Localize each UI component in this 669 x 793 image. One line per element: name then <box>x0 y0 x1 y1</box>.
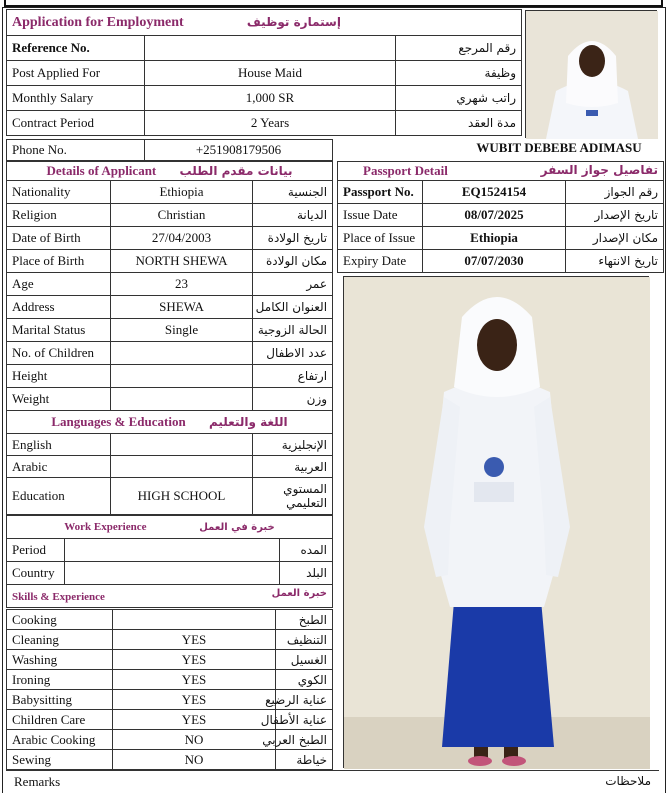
applicant-row <box>7 250 333 273</box>
applicant-header <box>7 162 333 181</box>
field-label: Period <box>7 539 65 562</box>
field-value: Ethiopia <box>423 227 566 250</box>
field-label: Children Care <box>7 710 113 730</box>
field-value <box>111 434 253 456</box>
remarks-label-ar: ملاحظات <box>605 774 651 788</box>
field-label: Reference No. <box>7 36 145 61</box>
field-value: Ethiopia <box>111 181 253 204</box>
work-header <box>7 516 333 539</box>
applicant-row <box>7 227 333 250</box>
field-value: 07/07/2030 <box>423 250 566 273</box>
field-label: English <box>7 434 111 456</box>
phone-table <box>6 139 333 161</box>
field-label-ar: المستوي التعليمي <box>253 478 333 515</box>
skill-row <box>7 670 333 690</box>
field-label: Height <box>7 365 111 388</box>
field-label-ar: ارتفاع <box>253 365 333 388</box>
field-value <box>111 388 253 411</box>
field-value <box>65 539 280 562</box>
applicant-row <box>7 365 333 388</box>
field-label-ar: الغسيل <box>276 650 333 670</box>
field-label-ar: خياطة <box>276 750 333 770</box>
info-row <box>7 36 522 61</box>
skills-table <box>6 609 333 770</box>
field-label-ar: عمر <box>253 273 333 296</box>
portrait-small-image <box>526 11 658 139</box>
skills-title-en: Skills & Experience <box>12 591 105 603</box>
field-value: YES <box>113 690 276 710</box>
field-label: Country <box>7 562 65 585</box>
field-label-ar: العربية <box>253 456 333 478</box>
field-value: EQ1524154 <box>423 181 566 204</box>
field-label: Expiry Date <box>338 250 423 273</box>
field-label-ar: التنظيف <box>276 630 333 650</box>
field-label: Babysitting <box>7 690 113 710</box>
field-label: Arabic Cooking <box>7 730 113 750</box>
field-value: Single <box>111 319 253 342</box>
applicant-row <box>7 388 333 411</box>
full-photo <box>343 276 649 768</box>
field-label: Ironing <box>7 670 113 690</box>
languages-header <box>7 411 333 434</box>
candidate-name: WUBIT DEBEBE ADIMASU <box>476 140 642 155</box>
language-row <box>7 434 333 456</box>
skill-row <box>7 650 333 670</box>
field-value <box>111 456 253 478</box>
passport-row <box>338 204 664 227</box>
field-value: YES <box>113 710 276 730</box>
top-border <box>4 0 663 7</box>
field-value: YES <box>113 670 276 690</box>
field-label-ar: مدة العقد <box>396 111 522 136</box>
field-label-ar: رقم الجواز <box>566 181 664 204</box>
field-label: Sewing <box>7 750 113 770</box>
passport-row <box>338 227 664 250</box>
skill-row <box>7 690 333 710</box>
field-label-ar: مكان الولادة <box>253 250 333 273</box>
field-value: YES <box>113 650 276 670</box>
field-value: 23 <box>111 273 253 296</box>
field-label: Marital Status <box>7 319 111 342</box>
field-value <box>65 562 280 585</box>
passport-title-en: Passport Detail <box>363 163 448 178</box>
field-label: Washing <box>7 650 113 670</box>
field-label-ar: عناية الأطفال <box>276 710 333 730</box>
field-label-ar: البلد <box>280 562 333 585</box>
field-label-ar: مكان الإصدار <box>566 227 664 250</box>
work-row <box>7 562 333 585</box>
field-label-ar: تاريخ الإصدار <box>566 204 664 227</box>
field-value <box>111 342 253 365</box>
field-label: Cleaning <box>7 630 113 650</box>
field-label: Date of Birth <box>7 227 111 250</box>
info-row <box>7 111 522 136</box>
skills-title-ar: خبرة العمل <box>271 588 327 599</box>
applicant-row <box>7 342 333 365</box>
languages-title-en: Languages & Education <box>51 414 186 429</box>
passport-table <box>337 161 664 273</box>
info-row <box>7 61 522 86</box>
field-label-ar: الكوي <box>276 670 333 690</box>
field-label-ar: تاريخ الانتهاء <box>566 250 664 273</box>
field-value: 27/04/2003 <box>111 227 253 250</box>
field-label-ar: عدد الاطفال <box>253 342 333 365</box>
skill-row <box>7 730 333 750</box>
form-title-row <box>7 10 522 36</box>
field-value: SHEWA <box>111 296 253 319</box>
phone-value: +251908179506 <box>145 140 333 161</box>
remarks-label: Remarks <box>14 774 61 789</box>
skill-row <box>7 750 333 770</box>
language-row <box>7 478 333 515</box>
small-photo <box>525 10 657 138</box>
field-label: Post Applied For <box>7 61 145 86</box>
field-label: Issue Date <box>338 204 423 227</box>
field-label: Education <box>7 478 111 515</box>
passport-row <box>338 181 664 204</box>
field-label-ar: الطبخ <box>276 610 333 630</box>
passport-row <box>338 250 664 273</box>
field-value: YES <box>113 630 276 650</box>
field-value: Christian <box>111 204 253 227</box>
field-label: Address <box>7 296 111 319</box>
applicant-table <box>6 161 333 515</box>
languages-title-ar: اللغة والتعليم <box>208 415 288 429</box>
applicant-row <box>7 204 333 227</box>
remarks-row <box>6 770 659 793</box>
field-label-ar: الطبخ العربي <box>276 730 333 750</box>
field-value: NORTH SHEWA <box>111 250 253 273</box>
applicant-row <box>7 319 333 342</box>
applicant-row <box>7 273 333 296</box>
field-label-ar: الجنسية <box>253 181 333 204</box>
field-value: NO <box>113 730 276 750</box>
field-label-ar: راتب شهري <box>396 86 522 111</box>
applicant-title-ar: بيانات مقدم الطلب <box>179 164 293 178</box>
field-value <box>145 36 396 61</box>
field-label: Contract Period <box>7 111 145 136</box>
field-value: 1,000 SR <box>145 86 396 111</box>
field-label-ar: عناية الرضيع <box>276 690 333 710</box>
field-label: Age <box>7 273 111 296</box>
field-label: Passport No. <box>338 181 423 204</box>
header-table <box>6 9 522 136</box>
field-value: 2 Years <box>145 111 396 136</box>
field-label: No. of Children <box>7 342 111 365</box>
work-table <box>6 515 333 608</box>
applicant-row <box>7 181 333 204</box>
field-label: Place of Issue <box>338 227 423 250</box>
field-value: NO <box>113 750 276 770</box>
language-row <box>7 456 333 478</box>
applicant-row <box>7 296 333 319</box>
field-value: House Maid <box>145 61 396 86</box>
phone-label: Phone No. <box>7 140 145 161</box>
portrait-full-image <box>344 277 650 769</box>
skill-row <box>7 630 333 650</box>
form-title-en: Application for Employment <box>12 15 184 30</box>
field-label-ar: رقم المرجع <box>396 36 522 61</box>
field-label: Arabic <box>7 456 111 478</box>
passport-title-ar: تفاصيل جواز السفر <box>540 163 658 177</box>
field-label: Cooking <box>7 610 113 630</box>
field-label-ar: وظيفة <box>396 61 522 86</box>
skill-row <box>7 710 333 730</box>
passport-header <box>338 162 664 181</box>
field-label: Monthly Salary <box>7 86 145 111</box>
field-value <box>111 365 253 388</box>
form-title-ar: إستمارة توظيف <box>246 15 341 29</box>
field-label-ar: الحالة الزوجية <box>253 319 333 342</box>
field-label: Weight <box>7 388 111 411</box>
field-label: Religion <box>7 204 111 227</box>
field-label-ar: تاريخ الولادة <box>253 227 333 250</box>
work-title-en: Work Experience <box>64 521 147 533</box>
field-label: Place of Birth <box>7 250 111 273</box>
skill-row <box>7 610 333 630</box>
field-label-ar: الديانة <box>253 204 333 227</box>
field-value <box>113 610 276 630</box>
applicant-title-en: Details of Applicant <box>46 163 157 178</box>
field-label-ar: المده <box>280 539 333 562</box>
field-label-ar: العنوان الكامل <box>253 296 333 319</box>
work-title-ar: خبرة في العمل <box>199 522 275 533</box>
info-row <box>7 86 522 111</box>
field-value: 08/07/2025 <box>423 204 566 227</box>
work-row <box>7 539 333 562</box>
field-value: HIGH SCHOOL <box>111 478 253 515</box>
skills-header <box>7 585 333 608</box>
field-label-ar: وزن <box>253 388 333 411</box>
field-label-ar: الإنجليزية <box>253 434 333 456</box>
field-label: Nationality <box>7 181 111 204</box>
